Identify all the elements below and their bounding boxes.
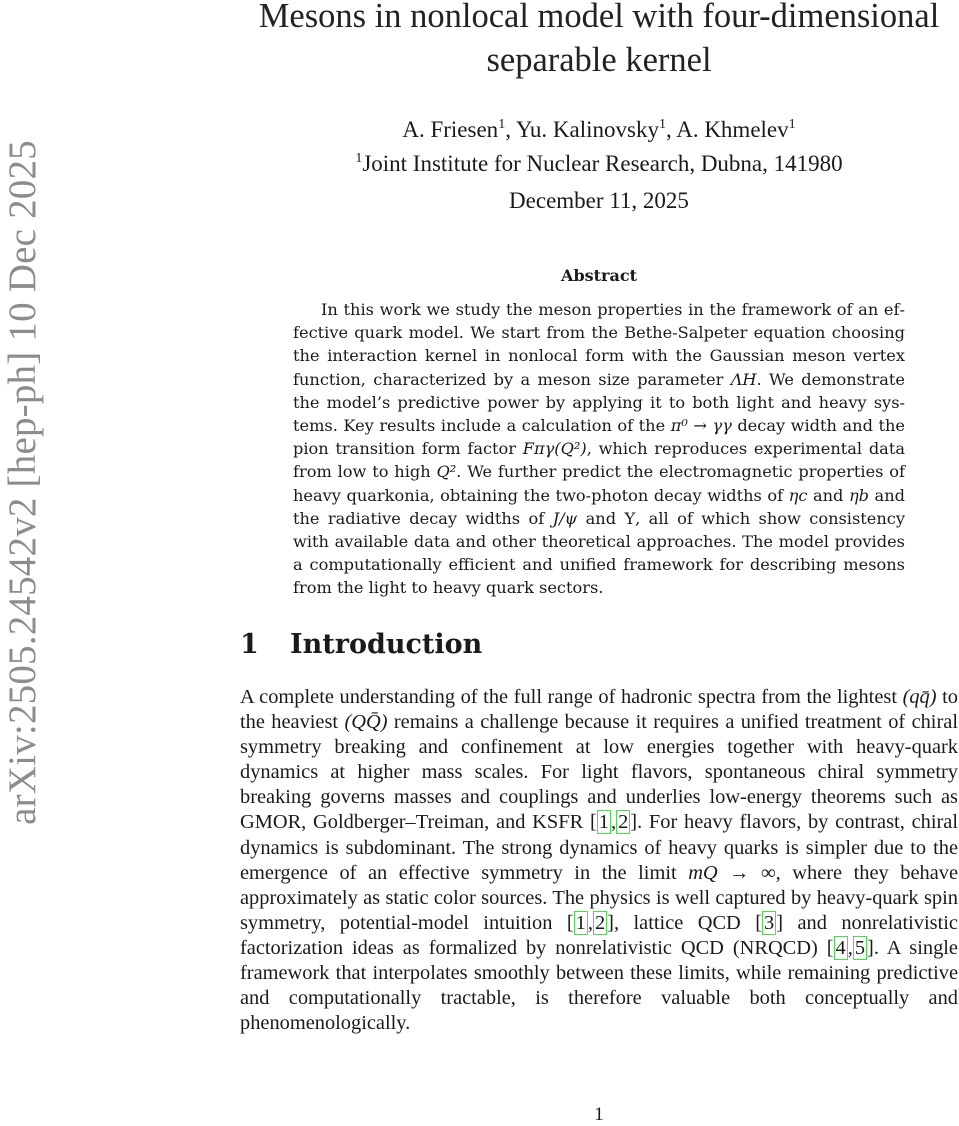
affiliation-line: [240, 144, 958, 178]
paragraph-fragment: A complete understanding of the full range of hadronic spectra from the lightest: [240, 686, 903, 708]
arxiv-identifier-stamp: [0, 110, 44, 855]
abstract-fragment: . We further predict the electromagnetic properties of heavy quarkonia, obtaining the two-photon decay widths of: [293, 462, 905, 505]
affiliation-mark: 1: [355, 151, 363, 166]
abstract-fragment: and: [577, 508, 625, 528]
abstract-fragment: . We demonstrate the model’s predictive power by applying it to both light and heavy systems. Key results include a calculation of the: [293, 369, 905, 436]
citation-link[interactable]: 1: [598, 811, 609, 834]
affiliation-text: Joint Institute for Nuclear Research, Dubna, 141980: [362, 151, 843, 176]
paragraph-fragment: . For heavy flavors, by contrast, chiral dynamics is subdominant. The strong dynamics of heavy quarks is simpler due to the emergence of an effective symmetry in the limit: [240, 811, 958, 884]
abstract-fragment: In this work we study the meson properties in the framework of an effective quark model. We start from the Bethe-Salpeter equation choosing the interaction kernel in nonlocal form with the Gaussian meson vertex function, characterized by a meson size parameter: [293, 300, 905, 389]
arxiv-id-text: arXiv:2505.24542v2 [hep-ph] 10 Dec 2025: [0, 140, 44, 825]
math-mq-limit: mQ → ∞: [688, 861, 776, 884]
abstract-fragment: decay width and the pion transition form factor: [293, 416, 905, 459]
paragraph-fragment: , where they behave approximately as static color sources. The physics is well captured by heavy-quark spin symmetry, potential-model intuition: [240, 861, 959, 934]
abstract-fragment: , all of which show consistency with available data and other theoretical approaches. The model provides a computationally efficient and unified framework for describing mesons from the light to heavy quark sectors.: [293, 508, 906, 598]
abstract-heading: Abstract: [561, 266, 637, 285]
section-title: Introduction: [290, 629, 483, 660]
citation-link[interactable]: 4: [835, 936, 846, 959]
math-pion-decay: π⁰ → γγ: [670, 416, 732, 436]
math-q2: Q²: [436, 462, 457, 482]
math-jpsi: J/ψ: [552, 508, 578, 528]
citation-group: [4,5]: [826, 936, 874, 959]
introduction-paragraph: [240, 685, 958, 1036]
paper-title: Mesons in nonlocal model with four-dimensional separable kernel: [258, 0, 940, 79]
paragraph-fragment: , lattice QCD: [613, 911, 756, 934]
abstract-text: [293, 298, 905, 600]
citation-group: [1,2]: [589, 811, 638, 834]
author-name: Yu. Kalinovsky: [515, 117, 659, 142]
citation-link[interactable]: 2: [594, 911, 606, 934]
author-affiliation-mark: 1: [788, 117, 796, 132]
author-list: A. Friesen$^1$, Yu. Kalinovsky$^1$, A. Khmelev$^1$: [402, 117, 796, 142]
abstract-fragment: and the radiative decay widths of: [293, 485, 905, 528]
math-lambda-h: ΛH: [730, 369, 757, 389]
math-form-factor: Fπγ(Q²): [522, 439, 587, 459]
citation-group: [3]: [755, 911, 784, 934]
math-eta-b: ηb: [848, 485, 870, 505]
paper-date: December 11, 2025: [509, 188, 689, 213]
abstract-fragment: and: [807, 485, 849, 505]
math-upsilon: Υ: [624, 508, 636, 528]
paragraph-fragment: . A single framework that interpolates smoothly between these limits, while remaining predictive and computationally tractable, is therefore valuable both conceptually and phenomenologically.: [240, 936, 958, 1035]
page-number: 1: [594, 1104, 604, 1125]
abstract-fragment: , which reproduces experimental data from low to high: [293, 439, 905, 482]
citation-link[interactable]: 5: [854, 936, 866, 959]
section-number: 1: [240, 629, 259, 660]
author-affiliation-mark: 1: [498, 117, 506, 132]
citation-link[interactable]: 3: [764, 911, 775, 934]
paragraph-fragment: to the heaviest: [240, 686, 958, 734]
math-eta-c: ηc: [788, 485, 808, 505]
section-heading: [240, 629, 482, 660]
author-name: A. Friesen: [402, 117, 499, 142]
citation-link[interactable]: 2: [618, 811, 629, 834]
author-affiliation-mark: 1: [658, 117, 666, 132]
paragraph-fragment: and nonrelativistic factorization ideas as formalized by nonrelativistic QCD (NRQCD): [240, 911, 958, 959]
author-name: A. Khmelev: [676, 117, 789, 142]
citation-group: [1,2]: [566, 911, 614, 934]
author-block: [240, 110, 958, 178]
math-light-pair: (qq̄): [902, 686, 937, 708]
citation-link[interactable]: 1: [575, 911, 586, 934]
math-heavy-pair: (QQ̄): [344, 711, 388, 734]
paragraph-fragment: remains a challenge because it requires a unified treatment of chiral symmetry breaking and confinement at low energies together with heavy-quark dynamics at higher mass scales. For light flavors, spontaneous chiral symmetry breaking governs masses and couplings and underlies low-energy theorems such as GMOR, Goldberger–Treiman, and KSFR: [240, 711, 958, 834]
